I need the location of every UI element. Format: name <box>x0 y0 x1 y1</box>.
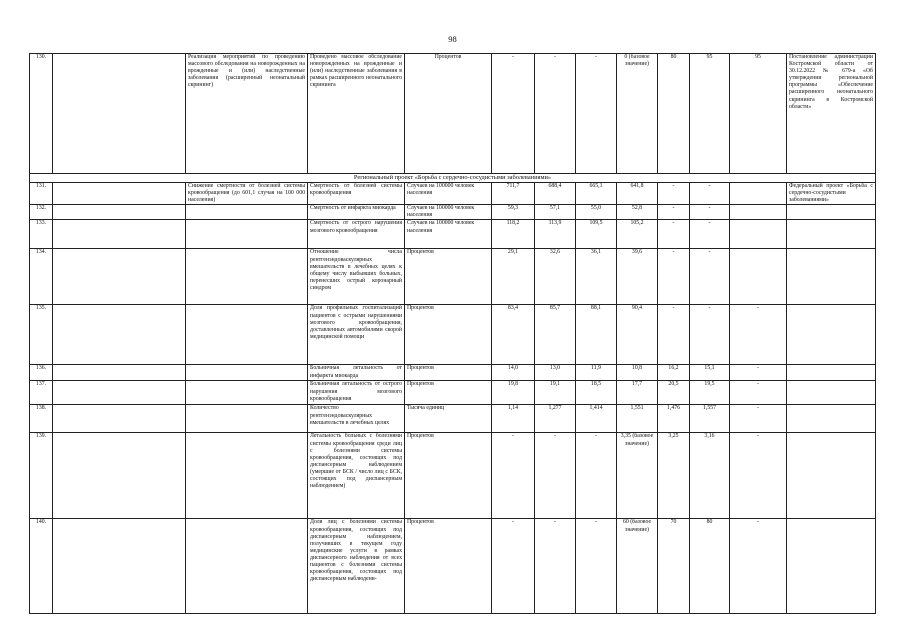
value-cell: 85,7 <box>535 305 576 365</box>
measure-cell: Снижение смертности от болезней системы кровообращения (до 601,1 случая на 100 000 населения) <box>186 183 308 205</box>
value-cell: 39,6 <box>617 249 658 305</box>
value-cell: 3,25 <box>658 433 690 519</box>
value-cell: 10,8 <box>617 365 658 381</box>
value-cell: - <box>690 220 730 249</box>
empty-cell <box>53 519 186 614</box>
source-cell <box>787 433 876 519</box>
measure-cell <box>186 519 308 614</box>
row-number: 138. <box>30 405 53 433</box>
value-cell: 3,35 (базовое значение) <box>617 433 658 519</box>
value-cell: - <box>658 249 690 305</box>
empty-cell <box>53 305 186 365</box>
indicator-cell: Количество рентгенэндоваскулярных вмешательств в лечебных целях <box>308 405 405 433</box>
value-cell: - <box>730 519 787 614</box>
row-number: 134. <box>30 249 53 305</box>
indicator-cell: Больничная летальность от инфаркта миокарда <box>308 365 405 381</box>
value-cell: - <box>730 405 787 433</box>
value-cell: 15,1 <box>690 365 730 381</box>
section-title: Региональный проект «Борьба с сердечно-сосудистыми заболеваниями» <box>30 174 876 183</box>
empty-cell <box>53 54 186 174</box>
value-cell: - <box>730 305 787 365</box>
source-cell <box>787 205 876 220</box>
value-cell: 13,0 <box>535 365 576 381</box>
value-cell: 3,16 <box>690 433 730 519</box>
value-cell: 113,9 <box>535 220 576 249</box>
table-row <box>30 220 876 249</box>
unit-cell: Процентов <box>405 249 492 305</box>
value-cell: 1,277 <box>535 405 576 433</box>
row-number: 136. <box>30 365 53 381</box>
table-row <box>30 519 876 614</box>
value-cell: 1,414 <box>576 405 617 433</box>
value-cell: 36,1 <box>576 249 617 305</box>
value-cell: 32,6 <box>535 249 576 305</box>
section-row <box>30 174 876 183</box>
unit-cell: Тысяча единиц <box>405 405 492 433</box>
value-cell: 55,0 <box>576 205 617 220</box>
table-row <box>30 381 876 405</box>
value-cell: 83,4 <box>492 305 535 365</box>
source-cell <box>787 220 876 249</box>
value-cell: - <box>690 183 730 205</box>
value-cell: - <box>535 519 576 614</box>
value-cell: 711,7 <box>492 183 535 205</box>
indicator-cell: Отношение числа рентгенэндоваскулярных вмешательств в лечебных целях к общему числу выбывших больных, перенесших острый коронарный синдром <box>308 249 405 305</box>
row-number: 135. <box>30 305 53 365</box>
value-cell: - <box>690 205 730 220</box>
value-cell: 641,8 <box>617 183 658 205</box>
unit-cell: Процентов <box>405 365 492 381</box>
value-cell: - <box>658 205 690 220</box>
value-cell: - <box>576 433 617 519</box>
value-cell: 57,1 <box>535 205 576 220</box>
indicator-cell: Больничная летальность от острого нарушения мозгового кровообращения <box>308 381 405 405</box>
value-cell: 19,5 <box>690 381 730 405</box>
table-row <box>30 365 876 381</box>
source-cell <box>787 519 876 614</box>
value-cell: - <box>658 305 690 365</box>
value-cell: 52,8 <box>617 205 658 220</box>
value-cell: 665,1 <box>576 183 617 205</box>
value-cell: 59,3 <box>492 205 535 220</box>
value-cell: - <box>730 365 787 381</box>
value-cell: 90,4 <box>617 305 658 365</box>
source-cell <box>787 365 876 381</box>
empty-cell <box>53 220 186 249</box>
measure-cell: Реализация мероприятий по проведению массового обследования на новорожденных на врожденные и (или) наследственные заболевания (расширенный неонатальный скрининг) <box>186 54 308 174</box>
measure-cell <box>186 249 308 305</box>
indicator-cell: Смертность от болезней системы кровообращения <box>308 183 405 205</box>
table-row <box>30 205 876 220</box>
value-cell: - <box>492 54 535 174</box>
indicator-cell: Смертность от острого нарушения мозгового кровообращения <box>308 220 405 249</box>
value-cell: - <box>492 519 535 614</box>
indicator-cell: Проведено массовое обследование новорожденных на врожденные и (или) наследственные заболевания в рамках расширенного неонатального скрининга <box>308 54 405 174</box>
value-cell: - <box>730 381 787 405</box>
value-cell: 80 <box>658 54 690 174</box>
source-cell <box>787 249 876 305</box>
unit-cell: Процентов <box>405 305 492 365</box>
table-row <box>30 305 876 365</box>
row-number: 131. <box>30 183 53 205</box>
unit-cell: Случаев на 100000 человек населения <box>405 205 492 220</box>
measure-cell <box>186 305 308 365</box>
empty-cell <box>53 249 186 305</box>
value-cell: 29,1 <box>492 249 535 305</box>
unit-cell: Случаев на 100000 человек населения <box>405 220 492 249</box>
value-cell: 70 <box>658 519 690 614</box>
source-cell <box>787 405 876 433</box>
table-row <box>30 405 876 433</box>
row-number: 140. <box>30 519 53 614</box>
table-row <box>30 433 876 519</box>
row-number: 137. <box>30 381 53 405</box>
value-cell <box>730 249 787 305</box>
value-cell: 14,0 <box>492 365 535 381</box>
empty-cell <box>53 381 186 405</box>
indicator-cell: Доля лиц с болезнями системы кровообращения, состоящих под диспансерным наблюдением, получивших в текущем году медицинские услуги в рамках диспансерного наблюдения от всех пациентов с болезнями системы кровообращения, состоящих под диспансерным наблюдени- <box>308 519 405 614</box>
value-cell: 19,8 <box>492 381 535 405</box>
value-cell: 19,1 <box>535 381 576 405</box>
row-number: 130. <box>30 54 53 174</box>
value-cell: 1,476 <box>658 405 690 433</box>
row-number: 139. <box>30 433 53 519</box>
value-cell: 109,5 <box>576 220 617 249</box>
value-cell: 17,7 <box>617 381 658 405</box>
indicator-cell: Летальность больных с болезнями системы кровообращения среди лиц с болезнями системы кровообращения, состоящих под диспансерным наблюдением (умершие от БСК / число лиц с БСК, состоящих под диспансерным наблюдением) <box>308 433 405 519</box>
value-cell: - <box>658 220 690 249</box>
value-cell: - <box>690 305 730 365</box>
value-cell <box>730 220 787 249</box>
unit-cell: Процентов <box>405 433 492 519</box>
value-cell: 11,9 <box>576 365 617 381</box>
value-cell <box>730 183 787 205</box>
value-cell: 80 <box>690 519 730 614</box>
value-cell: - <box>576 54 617 174</box>
value-cell: 105,2 <box>617 220 658 249</box>
indicators-table <box>29 53 876 614</box>
value-cell: 1,14 <box>492 405 535 433</box>
value-cell: 20,5 <box>658 381 690 405</box>
empty-cell <box>53 433 186 519</box>
value-cell <box>730 205 787 220</box>
indicator-cell: Доля профильных госпитализаций пациентов с острыми нарушениями мозгового кровообращения, доставленных автомобилями скорой медицинской помощи <box>308 305 405 365</box>
measure-cell <box>186 405 308 433</box>
value-cell: - <box>492 433 535 519</box>
row-number: 132. <box>30 205 53 220</box>
value-cell: 1,557 <box>690 405 730 433</box>
value-cell: - <box>658 183 690 205</box>
value-cell: - <box>535 433 576 519</box>
page-number: 98 <box>448 34 457 44</box>
value-cell: - <box>535 54 576 174</box>
value-cell: 16,2 <box>658 365 690 381</box>
measure-cell <box>186 220 308 249</box>
empty-cell <box>53 183 186 205</box>
value-cell: 18,5 <box>576 381 617 405</box>
measure-cell <box>186 381 308 405</box>
value-cell: 95 <box>690 54 730 174</box>
measure-cell <box>186 205 308 220</box>
empty-cell <box>53 205 186 220</box>
source-cell: Федеральный проект «Борьба с сердечно-сосудистыми заболеваниями» <box>787 183 876 205</box>
indicator-cell: Смертность от инфаркта миокарда <box>308 205 405 220</box>
value-cell: 88,1 <box>576 305 617 365</box>
unit-cell: Случаев на 100000 человек населения <box>405 183 492 205</box>
unit-cell: Процентов <box>405 519 492 614</box>
table-row <box>30 183 876 205</box>
value-cell: 118,2 <box>492 220 535 249</box>
value-cell: 0 (базовое значение) <box>617 54 658 174</box>
empty-cell <box>53 405 186 433</box>
empty-cell <box>53 365 186 381</box>
table-row <box>30 249 876 305</box>
value-cell: 60 (базовое значение) <box>617 519 658 614</box>
source-cell <box>787 305 876 365</box>
value-cell: 1,551 <box>617 405 658 433</box>
table-row <box>30 54 876 174</box>
source-cell: Постановление администрации Костромской области от 30.12.2022 № 679-а «Об утверждении региональной программы «Обеспечение расширенного неонатального скрининга в Костромской области» <box>787 54 876 174</box>
unit-cell: Процентов <box>405 54 492 174</box>
measure-cell <box>186 365 308 381</box>
value-cell: - <box>730 433 787 519</box>
measure-cell <box>186 433 308 519</box>
value-cell: 95 <box>730 54 787 174</box>
value-cell: - <box>690 249 730 305</box>
unit-cell: Процентов <box>405 381 492 405</box>
value-cell: - <box>576 519 617 614</box>
source-cell <box>787 381 876 405</box>
value-cell: 688,4 <box>535 183 576 205</box>
row-number: 133. <box>30 220 53 249</box>
